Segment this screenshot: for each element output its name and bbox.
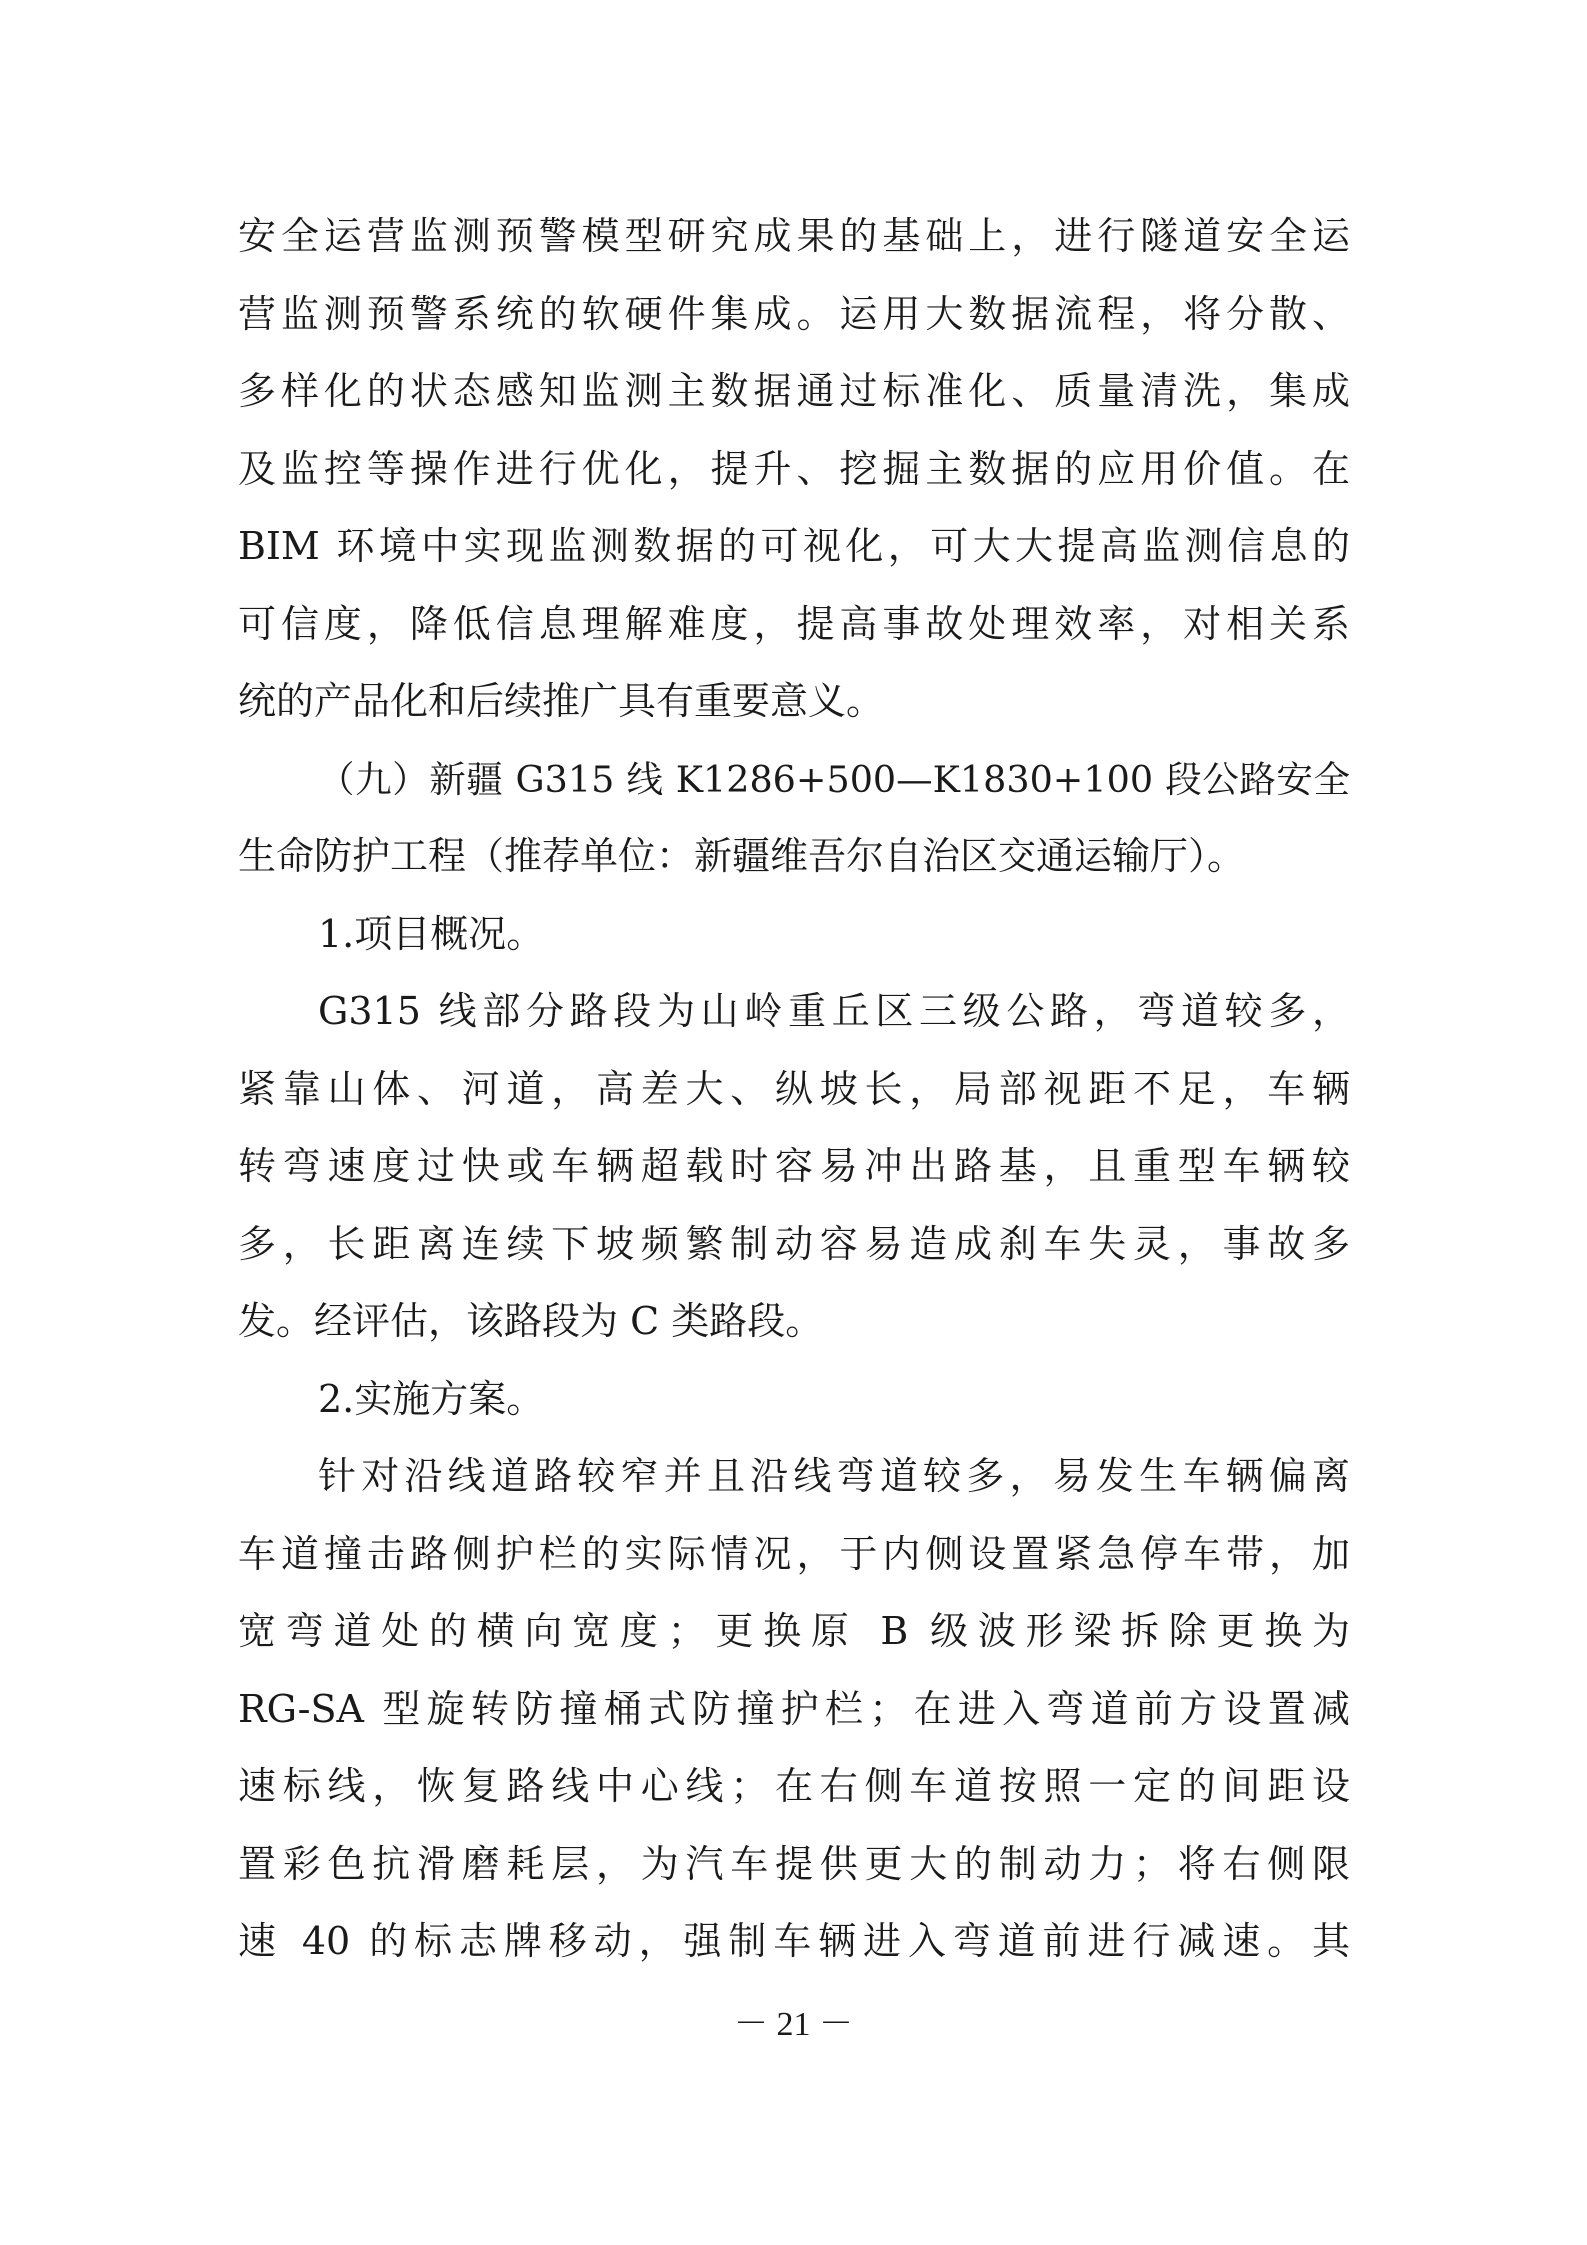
text-line: 营监测预警系统的软硬件集成。运用大数据流程，将分散、 (238, 291, 1350, 336)
text-line: 速标线，恢复路线中心线；在右侧车道按照一定的间距设 (238, 1764, 1350, 1808)
text-line: BIM 环境中实现监测数据的可视化，可大大提高监测信息的 (238, 524, 1350, 568)
body-text (238, 198, 1350, 1981)
text-line: 多，长距离连续下坡频繁制动容易造成刹车失灵，事故多 (238, 1221, 1350, 1266)
text-line: RG-SA 型旋转防撞桶式防撞护栏；在进入弯道前方设置减 (238, 1686, 1350, 1731)
section-heading: （九）新疆 G315 线 K1286+500—K1830+100 段公路安全 (318, 757, 1350, 801)
section-heading-continued: 生命防护工程（推荐单位：新疆维吾尔自治区交通运输厅）。 (238, 834, 1246, 878)
text-line: 针对沿线道路较窄并且沿线弯道较多，易发生车辆偏离 (318, 1454, 1350, 1498)
text-line: G315 线部分路段为山岭重丘区三级公路，弯道较多， (318, 989, 1350, 1033)
subheading-plan: 2.实施方案。 (318, 1376, 545, 1421)
text-line: 紧靠山体、河道，高差大、纵坡长，局部视距不足，车辆 (238, 1066, 1350, 1111)
text-line: 统的产品化和后续推广具有重要意义。 (238, 679, 885, 723)
subheading-overview: 1.项目概况。 (318, 911, 545, 956)
text-line: 宽弯道处的横向宽度；更换原 B 级波形梁拆除更换为 (238, 1609, 1350, 1653)
page-number: － 21 － (734, 2006, 853, 2043)
text-line: 多样化的状态感知监测主数据通过标准化、质量清洗，集成 (238, 369, 1350, 413)
text-line: 可信度，降低信息理解难度，提高事故处理效率，对相关系 (238, 601, 1350, 646)
text-line: 置彩色抗滑磨耗层，为汽车提供更大的制动力；将右侧限 (238, 1841, 1350, 1886)
text-line: 安全运营监测预警模型研究成果的基础上，进行隧道安全运 (238, 214, 1350, 258)
text-line: 及监控等操作进行优化，提升、挖掘主数据的应用价值。在 (238, 446, 1350, 491)
text-line: 转弯速度过快或车辆超载时容易冲出路基，且重型车辆较 (238, 1144, 1350, 1188)
text-line: 发。经评估，该路段为 C 类路段。 (238, 1299, 824, 1343)
text-line: 速 40 的标志牌移动，强制车辆进入弯道前进行减速。其 (238, 1919, 1350, 1963)
text-line: 车道撞击路侧护栏的实际情况，于内侧设置紧急停车带，加 (238, 1531, 1350, 1576)
